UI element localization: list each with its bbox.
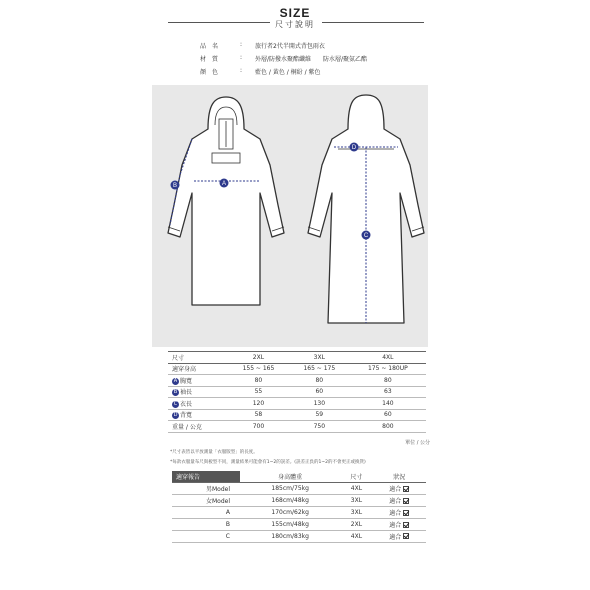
measure-badge-c — [362, 231, 371, 240]
checkbox-checked-icon — [403, 498, 409, 504]
info-label: 品名 — [200, 43, 225, 50]
measure-badge: B — [173, 389, 178, 396]
checkbox-checked-icon — [403, 533, 409, 539]
model-table-header — [172, 471, 426, 483]
model-name: A — [172, 507, 240, 519]
table-cell: 80 — [350, 375, 426, 387]
info-separator: : — [240, 67, 243, 74]
table-row — [168, 398, 426, 410]
table-row — [168, 421, 426, 433]
measure-badge-b-text: B — [172, 183, 178, 189]
table-cell: 80 — [289, 375, 350, 387]
page-subtitle: 尺寸說明 — [275, 20, 315, 29]
model-name: B — [172, 519, 240, 531]
info-value: 藍色 / 黃色 / 桐紛 / 紫色 — [255, 69, 321, 76]
info-separator: : — [240, 54, 243, 61]
unit-note: 單位 / 公分 — [405, 440, 430, 446]
measure-badge-a — [220, 179, 229, 188]
table-cell: 800 — [350, 421, 426, 433]
table-row — [172, 495, 426, 507]
table-cell: 80 — [228, 375, 289, 387]
table-cell: 60 — [350, 409, 426, 421]
table-cell: 55 — [228, 386, 289, 398]
model-name: 女Model — [172, 495, 240, 507]
model-body: 170cm/62kg — [240, 507, 340, 519]
table-cell: 175 ~ 180UP — [350, 363, 426, 375]
info-value: 旅行者2代半開式背包雨衣 — [255, 43, 325, 50]
model-body: 180cm/83kg — [240, 530, 340, 542]
table-cell: 63 — [350, 386, 426, 398]
row-label-text: 胸寬 — [180, 377, 193, 385]
measure-badge-a-text: A — [221, 181, 227, 187]
size-header-cell: 尺寸 — [168, 352, 228, 364]
row-label — [168, 398, 228, 410]
table-cell: 59 — [289, 409, 350, 421]
measure-badge: A — [173, 377, 178, 384]
model-name: C — [172, 530, 240, 542]
table-row — [172, 483, 426, 495]
model-size: 2XL — [340, 519, 372, 531]
measure-badge-b — [171, 181, 180, 190]
table-cell: 750 — [289, 421, 350, 433]
checkbox-checked-icon — [403, 510, 409, 516]
table-cell: 60 — [289, 386, 350, 398]
model-header-cell: 適穿報告 — [172, 471, 240, 483]
row-label-text: 重量 / 公克 — [172, 423, 202, 431]
model-size: 3XL — [340, 507, 372, 519]
table-row — [168, 363, 426, 375]
model-fit-table — [172, 471, 426, 543]
table-cell: 140 — [350, 398, 426, 410]
model-name: 男Model — [172, 483, 240, 495]
table-row — [168, 409, 426, 421]
model-body: 168cm/48kg — [240, 495, 340, 507]
model-fit-text: 適合 — [389, 486, 402, 494]
table-cell: 155 ~ 165 — [228, 363, 289, 375]
size-table — [168, 351, 426, 433]
table-cell: 58 — [228, 409, 289, 421]
row-label — [168, 375, 228, 387]
table-cell: 700 — [228, 421, 289, 433]
table-row — [168, 386, 426, 398]
table-cell: 165 ~ 175 — [289, 363, 350, 375]
page-title: SIZE — [279, 6, 311, 20]
model-body: 155cm/48kg — [240, 519, 340, 531]
info-label: 顏色 — [200, 69, 225, 76]
measure-badge-d-text: D — [351, 145, 357, 151]
row-label — [168, 363, 228, 375]
model-size: 4XL — [340, 483, 372, 495]
info-separator: : — [240, 41, 243, 48]
size-table-header — [168, 352, 426, 364]
table-row — [168, 375, 426, 387]
table-cell: 130 — [289, 398, 350, 410]
model-fit — [372, 507, 426, 519]
model-fit — [372, 519, 426, 531]
model-size: 3XL — [340, 495, 372, 507]
checkbox-checked-icon — [403, 522, 409, 528]
info-label: 材質 — [200, 56, 225, 63]
row-label — [168, 409, 228, 421]
model-fit-text: 適合 — [389, 533, 402, 541]
size-header-cell: 2XL — [228, 352, 289, 364]
raincoat-diagram — [152, 85, 428, 347]
row-label-text: 背寬 — [180, 412, 193, 420]
row-label — [168, 386, 228, 398]
model-fit-text: 適合 — [389, 498, 402, 506]
measure-badge: D — [173, 412, 178, 419]
model-header-cell: 狀況 — [372, 471, 426, 483]
table-cell: 120 — [228, 398, 289, 410]
model-fit — [372, 530, 426, 542]
table-row — [172, 507, 426, 519]
measure-badge-d — [350, 143, 359, 152]
info-row-color — [200, 67, 460, 80]
checkbox-checked-icon — [403, 486, 409, 492]
info-row-name — [200, 41, 460, 54]
table-row — [172, 530, 426, 542]
model-fit — [372, 483, 426, 495]
row-label-text: 袖長 — [180, 389, 193, 397]
model-header-cell: 尺寸 — [340, 471, 372, 483]
table-row — [172, 519, 426, 531]
product-info — [200, 41, 460, 80]
measurement-note: *尺寸表皆以平放測量「衣服版型」的長度。 — [170, 450, 258, 455]
info-value: 外層/防撥水聚酯纖維 防水層/聚氨乙酯 — [255, 56, 368, 63]
row-label — [168, 421, 228, 433]
model-header-cell: 身高體重 — [240, 471, 340, 483]
info-row-material — [200, 54, 460, 67]
model-fit-text: 適合 — [389, 510, 402, 518]
model-body: 185cm/75kg — [240, 483, 340, 495]
row-label-text: 適穿身高 — [172, 366, 197, 374]
model-fit — [372, 495, 426, 507]
tolerance-note: *每款衣服量布尺與板型不同，測量結果可能會有1~2的誤差。(誤差正負的1~2的不會更正或換貨) — [170, 460, 366, 465]
measure-badge: C — [173, 400, 178, 407]
model-size: 4XL — [340, 530, 372, 542]
size-header-cell: 4XL — [350, 352, 426, 364]
measure-badge-c-text: C — [363, 233, 369, 239]
row-label-text: 衣長 — [180, 400, 193, 408]
size-header-cell: 3XL — [289, 352, 350, 364]
model-fit-text: 適合 — [389, 522, 402, 529]
raincoat-svg — [152, 85, 428, 347]
